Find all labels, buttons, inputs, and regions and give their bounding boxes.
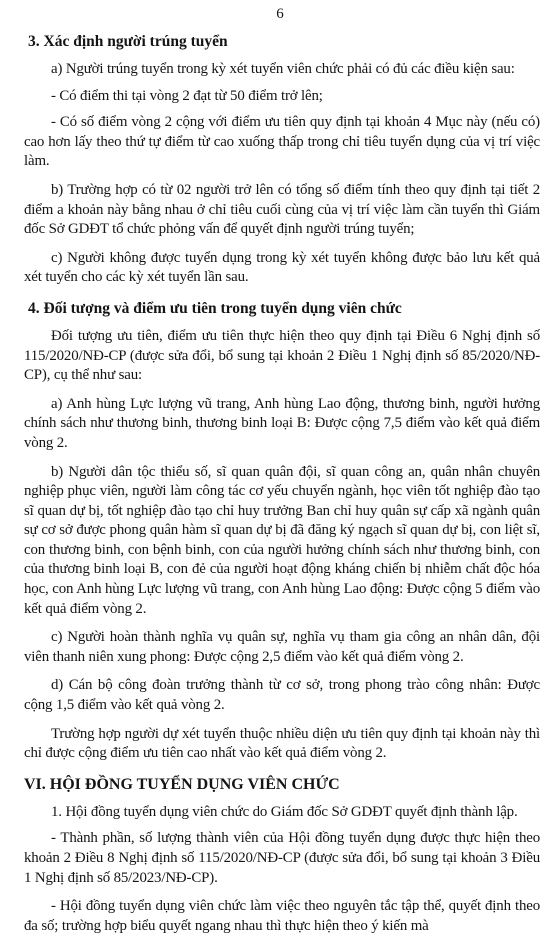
paragraph: b) Trường hợp có từ 02 người trở lên có tổng số điểm tính theo quy định tại tiết 2 điểm a khoản này bằng nhau ở chỉ tiêu cuối cùng của vị trí việc làm cần tuyển thì Giám đốc Sở GDĐT tổ chức phỏng vấn để quyết định người trúng tuyển; [24, 181, 540, 238]
paragraph: - Thành phần, số lượng thành viên của Hội đồng tuyển dụng được thực hiện theo khoản 2 Điều 8 Nghị định số 115/2020/NĐ-CP (được sửa đổi, bổ sung tại khoản 3 Điều 1 Nghị định số 85/2023/NĐ-CP). [24, 830, 540, 886]
paragraph: 1. Hội đồng tuyển dụng viên chức do Giám đốc Sở GDĐT quyết định thành lập. [51, 803, 518, 820]
paragraph: a) Anh hùng Lực lượng vũ trang, Anh hùng Lao động, thương binh, người hưởng chính sách như thương binh, thương binh loại B: Được cộng 7,5 điểm vào kết quả điểm vòng 2. [24, 395, 540, 451]
section-priority-subjects [24, 297, 540, 764]
paragraph: b) Người dân tộc thiểu số, sĩ quan quân đội, sĩ quan công an, quân nhân chuyên nghiệp phục viên, người làm công tác cơ yếu chuyển ngành, học viên tốt nghiệp đào tạo sĩ quan dự bị, tốt nghiệp đào tạo chỉ huy trưởng Ban chỉ huy quân sự cấp xã ngành quân sự cơ sở được phong quân hàm sĩ quan dự bị đã đăng ký ngạch sĩ quan dự bị, con liệt sĩ, con thương binh, con bệnh binh, con của người hưởng chính sách như thương binh, con của thương binh loại B, con đẻ của người hoạt động kháng chiến bị nhiễm chất độc hóa học, con Anh hùng Lực lượng vũ trang, con Anh hùng Lao động: Được cộng 5 điểm vào kết quả điểm vòng 2. [24, 463, 540, 617]
paragraph: c) Người không được tuyển dụng trong kỳ xét tuyển không được bảo lưu kết quả xét tuyển cho các kỳ xét tuyển lần sau. [24, 249, 540, 286]
section-recruitment-council [24, 773, 540, 937]
section-winner-determination [24, 30, 540, 288]
document-body [24, 30, 540, 945]
paragraph: - Hội đồng tuyển dụng viên chức làm việc theo nguyên tắc tập thể, quyết định theo đa số; trường hợp biểu quyết ngang nhau thì thực hiện theo ý kiến mà [24, 898, 540, 934]
section-heading: 3. Xác định người trúng tuyển [28, 33, 228, 50]
paragraph: a) Người trúng tuyển trong kỳ xét tuyển viên chức phải có đủ các điều kiện sau: [51, 61, 515, 77]
section-heading: VI. HỘI ĐỒNG TUYỂN DỤNG VIÊN CHỨC [24, 775, 340, 793]
paragraph: d) Cán bộ công đoàn trưởng thành từ cơ sở, trong phong trào công nhân: Được cộng 1,5 điểm vào kết quả vòng 2. [24, 677, 540, 714]
paragraph: Trường hợp người dự xét tuyển thuộc nhiều diện ưu tiên quy định tại khoản này thì chỉ được cộng điểm ưu tiên cao nhất vào kết quả điểm vòng 2. [24, 725, 540, 762]
paragraph: - Có số điểm vòng 2 cộng với điểm ưu tiên quy định tại khoản 4 Mục này (nếu có) cao hơn lấy theo thứ tự điểm từ cao xuống thấp trong chỉ tiêu tuyển dụng của vị trí việc làm. [24, 114, 540, 170]
paragraph: Đối tượng ưu tiên, điểm ưu tiên thực hiện theo quy định tại Điều 6 Nghị định số 115/2020/NĐ-CP (được sửa đổi, bổ sung tại khoản 2 Điều 1 Nghị định số 85/2020/NĐ-CP), cụ thể như sau: [24, 327, 540, 384]
page-number: 6 [276, 6, 284, 22]
paragraph: - Có điểm thi tại vòng 2 đạt từ 50 điểm trở lên; [51, 87, 323, 104]
paragraph: c) Người hoàn thành nghĩa vụ quân sự, nghĩa vụ tham gia công an nhân dân, đội viên thanh niên xung phong: Được cộng 2,5 điểm vào kết quả điểm vòng 2. [24, 629, 540, 665]
section-heading: 4. Đối tượng và điểm ưu tiên trong tuyển dụng viên chức [28, 299, 402, 317]
